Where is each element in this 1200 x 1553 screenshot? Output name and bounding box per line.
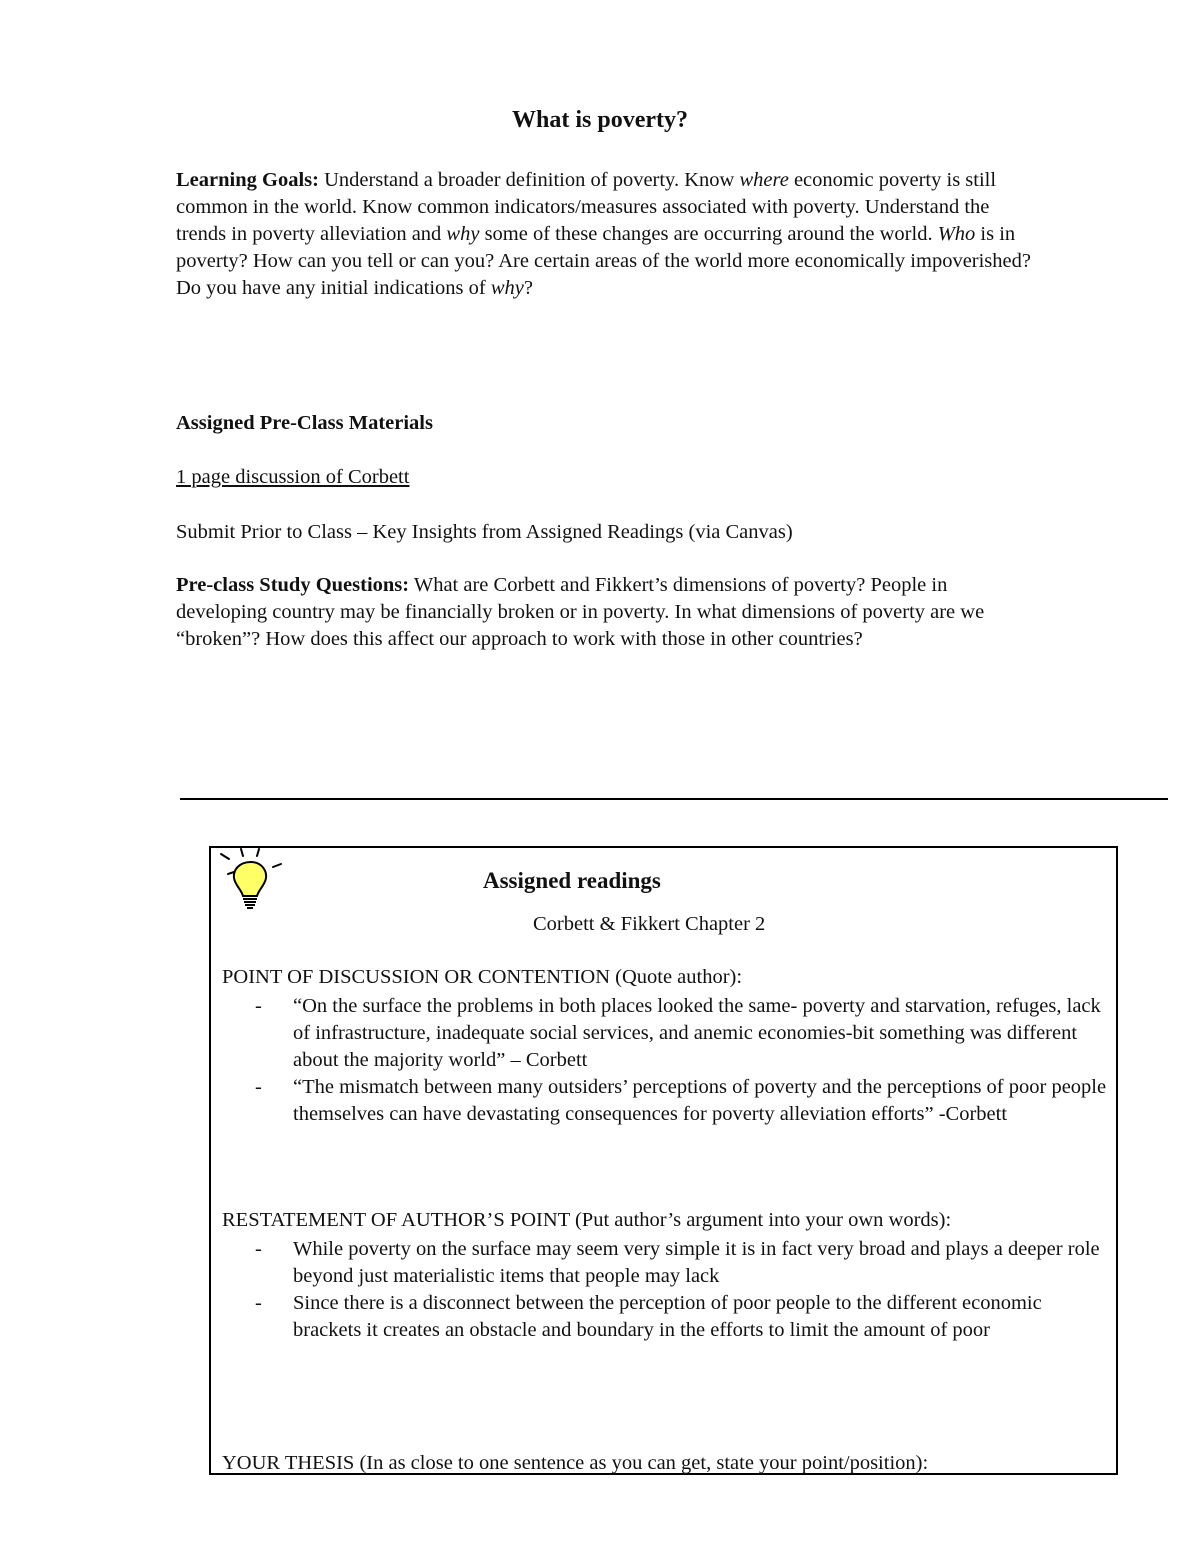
learning-goals-text-3: some of these changes are occurring around the world. [479, 223, 938, 245]
learning-goals-em-2: why [446, 223, 480, 245]
submit-instructions: Submit Prior to Class – Key Insights from Assigned Readings (via Canvas) [176, 521, 793, 543]
point-of-discussion-list [255, 993, 1111, 1128]
learning-goals-em-3: Who [937, 223, 976, 245]
horizontal-divider [180, 798, 1168, 800]
learning-goals-text-2: economic poverty is still common in the world. Know common indicators/measures associated with poverty. Understand the trends in poverty alleviation and [176, 169, 997, 245]
list-item [255, 1290, 1111, 1344]
lightbulb-icon [219, 848, 289, 912]
list-item-text: “The mismatch between many outsiders’ perceptions of poverty and the perceptions of poor people themselves can have devastating consequences for poverty alleviation efforts” -Corbett [293, 1076, 1107, 1125]
bullet-dash: - [255, 1238, 262, 1260]
box-subtitle: Corbett & Fikkert Chapter 2 [533, 913, 766, 935]
assigned-readings-box [209, 846, 1118, 1475]
list-item [255, 1236, 1111, 1290]
learning-goals-em-4: why [490, 277, 524, 299]
page-title: What is poverty? [512, 107, 688, 133]
learning-goals-label: Learning Goals: [176, 169, 319, 191]
point-of-discussion-heading: POINT OF DISCUSSION OR CONTENTION (Quote author): [222, 966, 743, 988]
list-item-text: “On the surface the problems in both places looked the same- poverty and starvation, refuges, lack of infrastructure, inadequate social services, and anemic economies-bit something was different about the majority world” – Corbett [293, 995, 1101, 1071]
learning-goals-text-5: ? [523, 277, 533, 299]
thesis-heading: YOUR THESIS (In as close to one sentence as you can get, state your point/position): [222, 1452, 929, 1474]
restatement-list [255, 1236, 1111, 1344]
restatement-heading: RESTATEMENT OF AUTHOR’S POINT (Put author’s argument into your own words): [222, 1209, 952, 1231]
list-item [255, 1074, 1111, 1128]
learning-goals-em-1: where [739, 169, 789, 191]
bullet-dash: - [255, 995, 262, 1017]
list-item-text: Since there is a disconnect between the perception of poor people to the different economic brackets it creates an obstacle and boundary in the efforts to limit the amount of poor [293, 1292, 1042, 1341]
learning-goals-text-4: is in poverty? How can you tell or can you? Are certain areas of the world more economically impoverished? Do you have any initial indications of [176, 223, 1031, 299]
learning-goals-text-1: Understand a broader definition of poverty. Know [318, 169, 740, 191]
study-questions [176, 572, 1026, 653]
box-title: Assigned readings [483, 868, 661, 893]
bullet-dash: - [255, 1076, 262, 1098]
discussion-link[interactable]: 1 page discussion of Corbett [176, 466, 410, 488]
learning-goals [176, 167, 1036, 302]
list-item [255, 993, 1111, 1074]
study-questions-label: Pre-class Study Questions: [176, 574, 410, 596]
study-questions-text: What are Corbett and Fikkert’s dimensions of poverty? People in developing country may be financially broken or in poverty. In what dimensions of poverty are we “broken”? How does this affect our approach to work with those in other countries? [176, 574, 985, 650]
list-item-text: While poverty on the surface may seem very simple it is in fact very broad and plays a deeper role beyond just materialistic items that people may lack [293, 1238, 1100, 1287]
bullet-dash: - [255, 1292, 262, 1314]
materials-heading: Assigned Pre-Class Materials [176, 412, 433, 434]
